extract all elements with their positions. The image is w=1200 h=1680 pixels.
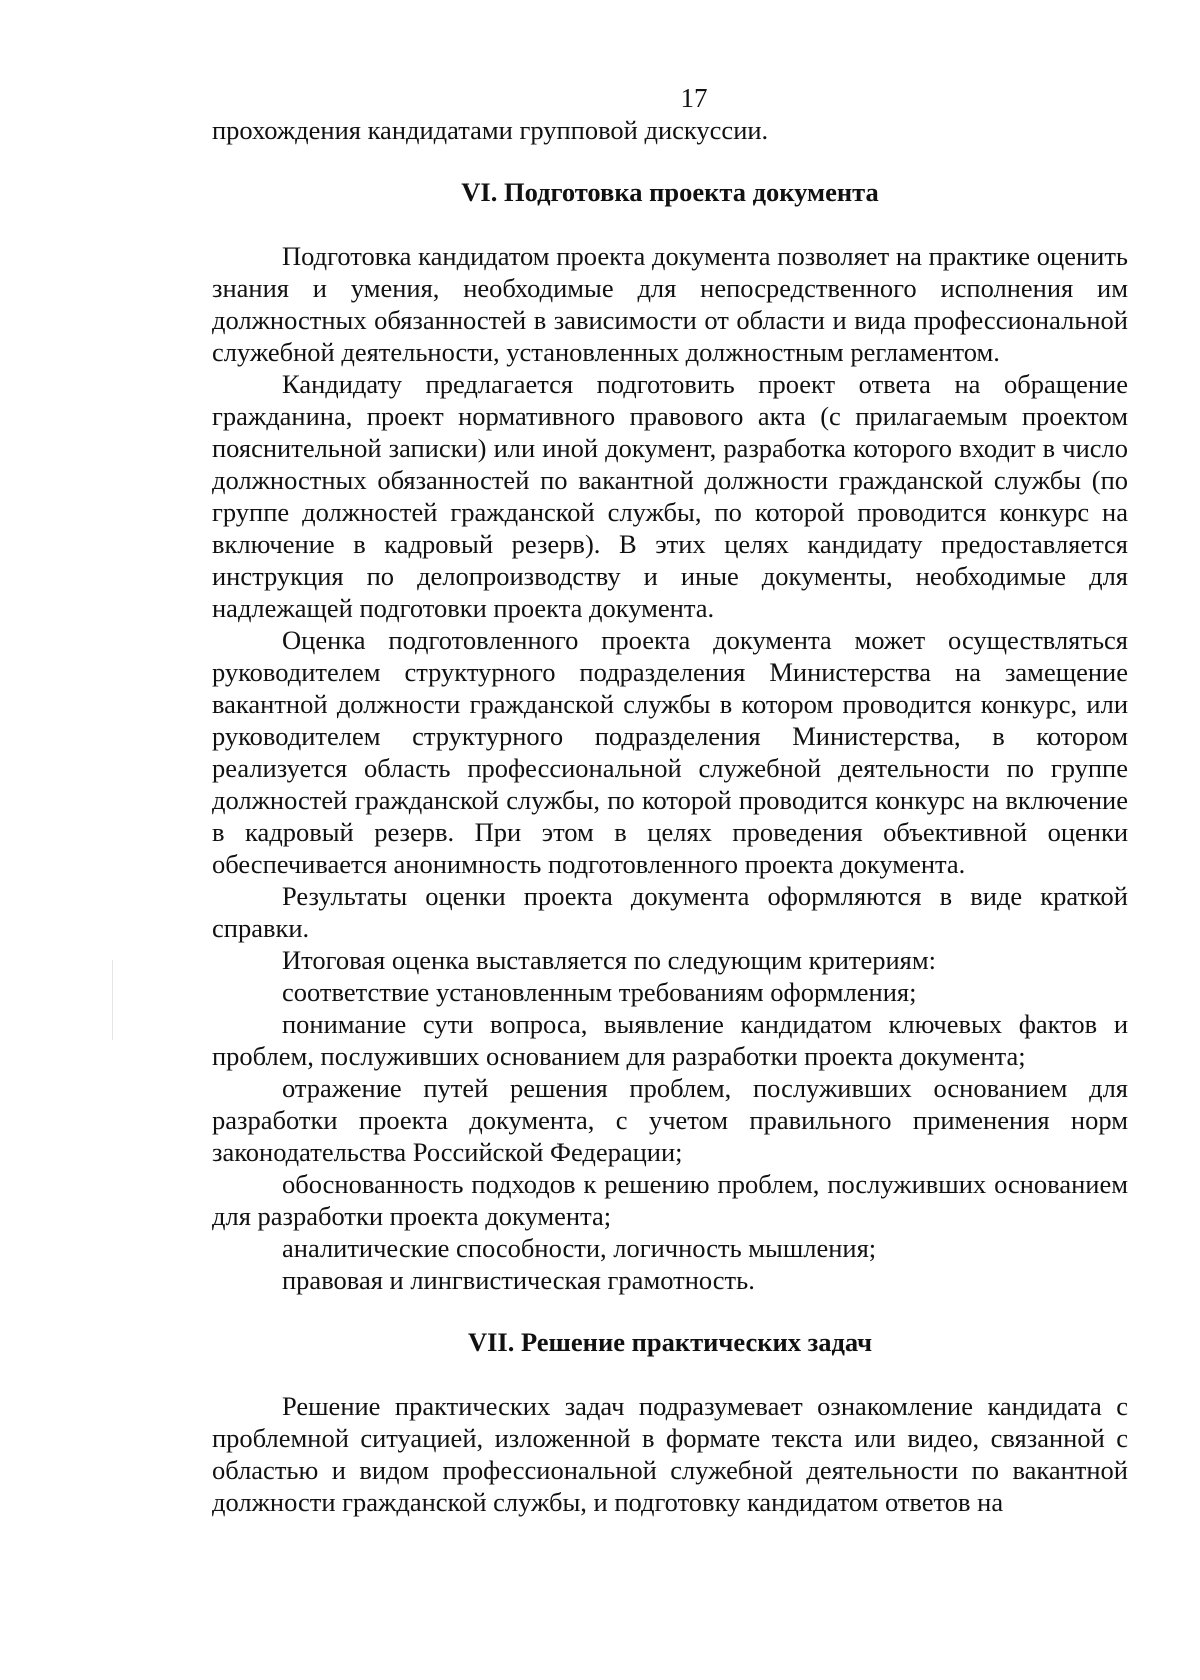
- criteria-item: аналитические способности, логичность мышления;: [282, 1233, 877, 1263]
- section-heading-vii: VII. Решение практических задач: [467, 1327, 873, 1357]
- continued-text: прохождения кандидатами групповой дискуссии.: [212, 115, 769, 145]
- paragraph: Подготовка кандидатом проекта документа позволяет на практике оценить знания и умения, необходимые для непосредственного исполнения им должностных обязанностей в зависимости от области и вида профессиональной служебной деятельности, установленных должностным регламентом.: [212, 241, 1128, 367]
- criteria-item: отражение путей решения проблем, послуживших основанием для разработки проекта документа, с учетом правильного применения норм законодательства Российской Федерации;: [212, 1073, 1128, 1167]
- section-heading-vi: VI. Подготовка проекта документа: [461, 177, 879, 207]
- paragraph: Результаты оценки проекта документа оформляются в виде краткой справки.: [212, 881, 1128, 943]
- paragraph: Итоговая оценка выставляется по следующим критериям:: [282, 945, 936, 975]
- paragraph: Решение практических задач подразумевает ознакомление кандидата с проблемной ситуацией, изложенной в формате текста или видео, связанной с областью и видом профессиональной служебной деятельности по вакантной должности гражданской службы, и подготовку кандидатом ответов на: [212, 1391, 1128, 1517]
- section-vii-body: [212, 1390, 1128, 1518]
- criteria-item: обоснованность подходов к решению проблем, послуживших основанием для разработки проекта документа;: [212, 1169, 1128, 1231]
- criteria-item: правовая и лингвистическая грамотность.: [282, 1265, 755, 1295]
- criteria-item: понимание сути вопроса, выявление кандидатом ключевых фактов и проблем, послуживших основанием для разработки проекта документа;: [212, 1009, 1128, 1071]
- section-vi-body: [212, 240, 1128, 1296]
- page-number: 17: [680, 83, 708, 113]
- scan-artifact-line: [112, 960, 113, 1040]
- criteria-item: соответствие установленным требованиям оформления;: [282, 977, 917, 1007]
- paragraph: Оценка подготовленного проекта документа может осуществляться руководителем структурного подразделения Министерства на замещение вакантной должности гражданской службы в котором проводится конкурс, или руководителем структурного подразделения Министерства, в котором реализуется область профессиональной служебной деятельности по группе должностей гражданской службы, по которой проводится конкурс на включение в кадровый резерв. При этом в целях проведения объективной оценки обеспечивается анонимность подготовленного проекта документа.: [212, 625, 1128, 879]
- paragraph: Кандидату предлагается подготовить проект ответа на обращение гражданина, проект нормативного правового акта (с прилагаемым проектом пояснительной записки) или иной документ, разработка которого входит в число должностных обязанностей по вакантной должности гражданской службы (по группе должностей гражданской службы, по которой проводится конкурс на включение в кадровый резерв). В этих целях кандидату предоставляется инструкция по делопроизводству и иные документы, необходимые для надлежащей подготовки проекта документа.: [212, 369, 1128, 623]
